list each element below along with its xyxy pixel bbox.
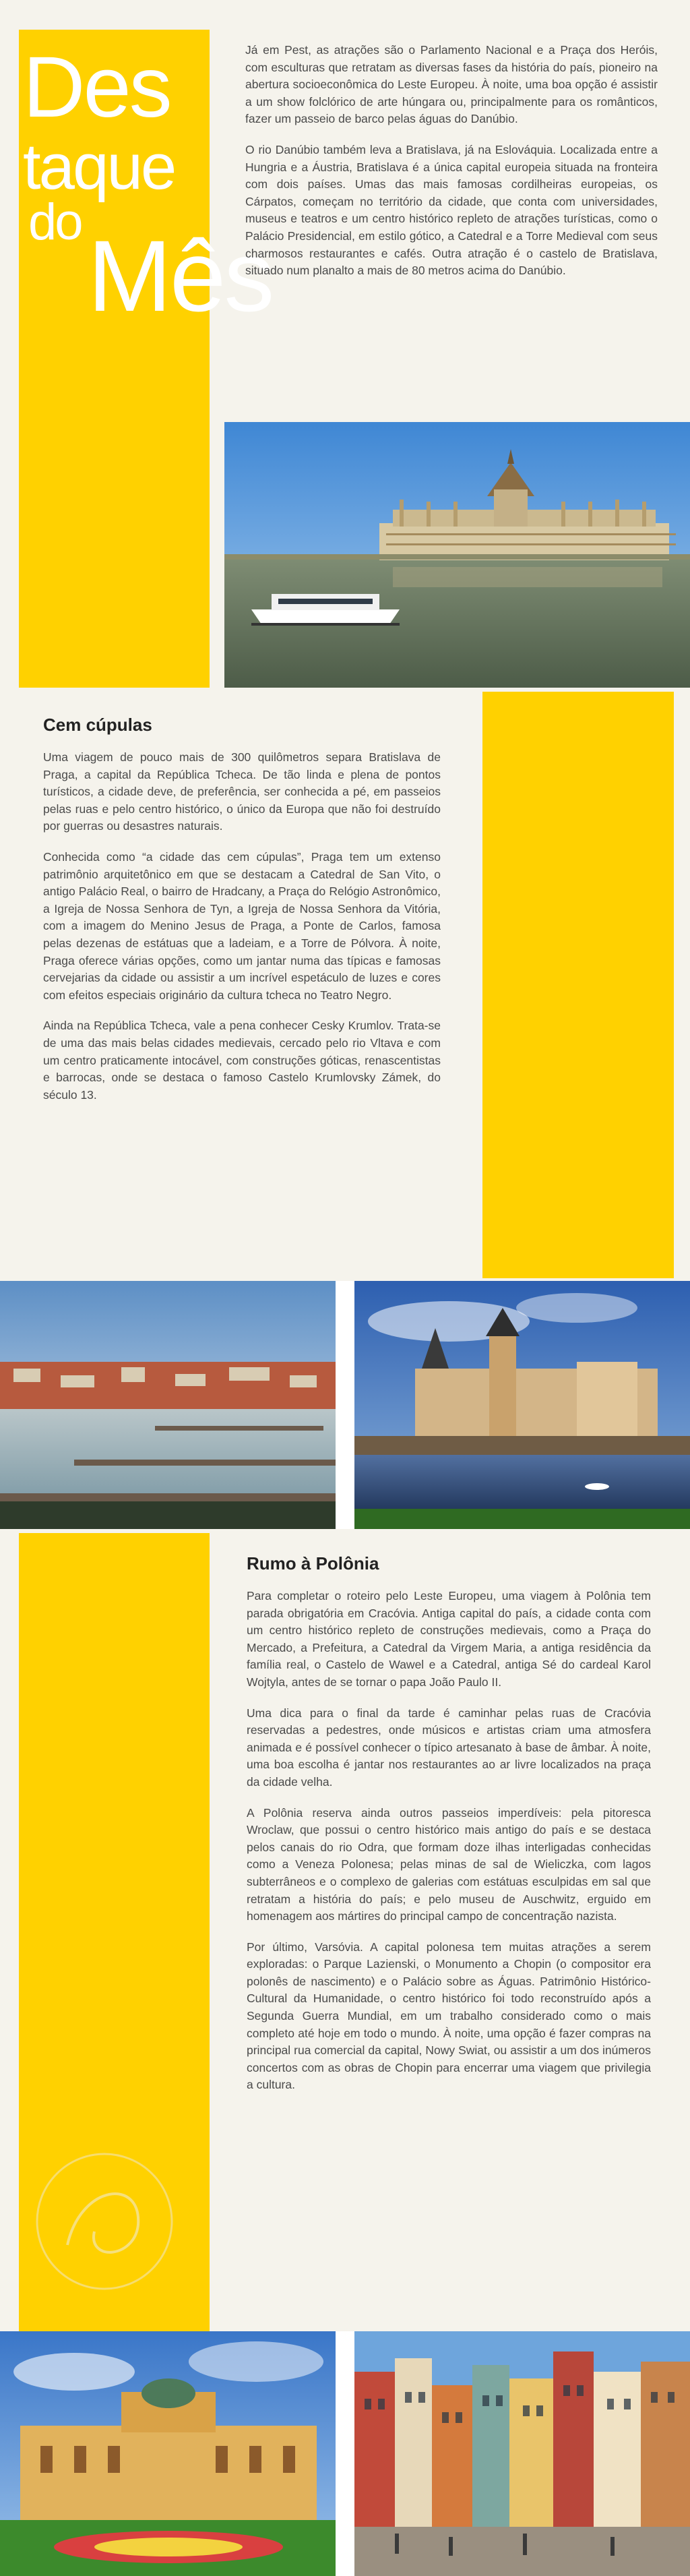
polonia-paragraph-1: Para completar o roteiro pelo Leste Europeu, uma viagem à Polônia tem parada obrigatória em Cracóvia. Antiga capital do país, a cidade conta com um centro histórico repleto de construções medievais, como a Praça do Mercado, a Prefeitura, a Catedral da Virgem Maria, a antiga residência da família real, o Castelo de Wawel e a Catedral, antiga Sé do cardeal Karol Wojtyla, antes de se tornar o papa João Paulo II. [247,1589,651,1689]
title-word-des: Des [23,39,170,136]
intro-paragraph-1: Já em Pest, as atrações são o Parlamento Nacional e a Praça dos Heróis, com esculturas que retratam as diversas fases da história do país, pioneiro na abertura socioeconômica do Leste Europeu. À noite, uma boa opção é assistir a um show folclórico de arte húngara ou, principalmente para os românticos, fazer um passeio de barco pelas águas do Danúbio. [245,43,658,126]
cem-cupulas-paragraph-2: Conhecida como “a cidade das cem cúpulas”, Praga tem um extenso patrimônio arquitetônico em que se destacam a Catedral de San Vito, o antigo Palácio Real, o bairro de Hradcany, a Praça do Relógio Astronômico, a Igreja de Nossa Senhora de Tyn, a Igreja de Nossa Senhora da Vitória, com a imagem do Menino Jesus de Praga, a Ponte de Carlos, famosa pelas dezenas de estátuas que a ladeiam, e a Torre de Pólvora. À noite, Praga oferece várias opções, como um jantar numa das típicas e famosas cervejarias da cidade ou assistir a um incrível espetáculo de luzes e cores com efeitos especiais originário da cultura tcheca no Teatro Negro. [43,849,441,1002]
title-word-taque: taque [23,131,175,203]
polonia-decorative-swirl [27,2144,182,2299]
cem-cupulas-paragraph-1: Uma viagem de pouco mais de 300 quilômetros separa Bratislava de Praga, a capital da República Tcheca. De tão linda e plena de pontos turísticos, a cidade deve, de preferência, ser conhecida a pé, em passeios pelas ruas e pelo centro histórico, o único da Europa que não foi destruído por guerras ou desastres naturais. [43,750,441,833]
budapest-parliament-photo [224,422,690,688]
polonia-section [247,1553,651,2107]
polonia-paragraph-3: A Polônia reserva ainda outros passeios imperdíveis: pela pitoresca Wroclaw, que possui o centro histórico mais antigo do país e se destaca pelos canais do rio Odra, que formam doze ilhas interligadas conhecidas como a Veneza Polonesa; pelas minas de sal de Wieliczka, com lagos subterrâneos e o complexo de galerias com estátuas esculpidas em sal que retratam a história do país; e pelo museu de Auschwitz, erguido em homenagem aos mártires do principal campo de concentração nazista. [247,1805,651,1923]
title-word-do: do [28,193,82,251]
polonia-paragraph-4: Por último, Varsóvia. A capital polonesa tem muitas atrações a serem exploradas: o Parque Lazienski, o Monumento a Chopin (o compositor era polonês de nascimento) e o Palácio sobre as Águas. Patrimônio Histórico-Cultural da Humanidade, o centro histórico foi todo reconstruído após a Segunda Guerra Mundial, em um trabalho considerado como o mais completo até hoje em todo o mundo. À noite, uma opção é fazer compras na principal rua comercial da capital, Nowy Swiat, ou assistir a um dos inúmeros concertos com as obras de Chopin para encerrar uma viagem que privilegia a cultura. [247,1940,651,2092]
prague-bridges-photo [0,1281,336,1529]
warsaw-oldtown-photo [354,2331,690,2576]
cem-cupulas-paragraph-3: Ainda na República Tcheca, vale a pena conhecer Cesky Krumlov. Trata-se de uma das mais belas cidades medievais, cercado pelo rio Vltava e com um centro praticamente intocável, com construções góticas, renascentistas e barrocas, onde se destaca o famoso Castelo Krumlovsky Zámek, do século 13. [43,1019,441,1102]
title-word-mes: Mês [88,219,273,332]
intro-paragraph-2: O rio Danúbio também leva a Bratislava, já na Eslováquia. Localizada entre a Hungria e a Áustria, Bratislava é a única capital europeia situada na fronteira com dois países. Umas das mais famosas cordilheiras europeias, os Cárpatos, começam no território da cidade, que conta com universidades, museus e teatros e um centro histórico repleto de atrações turísticas, como o Palácio Presidencial, em estilo gótico, a Catedral e a Torre Medieval com seus charmosos restaurantes e cafés. Outra atração é o castelo de Bratislava, situado num planalto a mais de 80 metros acima do Danúbio. [245,142,658,278]
polonia-paragraph-2: Uma dica para o final da tarde é caminhar pelas ruas de Cracóvia reservadas a pedestres, onde músicos e artistas criam uma atmosfera animada e é possível conhecer o típico artesanato à base de âmbar. À noite, uma boa escolha é jantar nos restaurantes ao ar livre localizados na praça da cidade velha. [247,1706,651,1789]
cem-cupulas-section [43,715,441,1117]
krakow-theatre-photo [0,2331,336,2576]
cem-cupulas-heading: Cem cúpulas [43,715,152,735]
prague-riverfront-photo [354,1281,690,1529]
cem-cupulas-yellow-bar [482,692,674,1278]
polonia-heading: Rumo à Polônia [247,1553,379,1574]
intro-text [245,42,658,293]
